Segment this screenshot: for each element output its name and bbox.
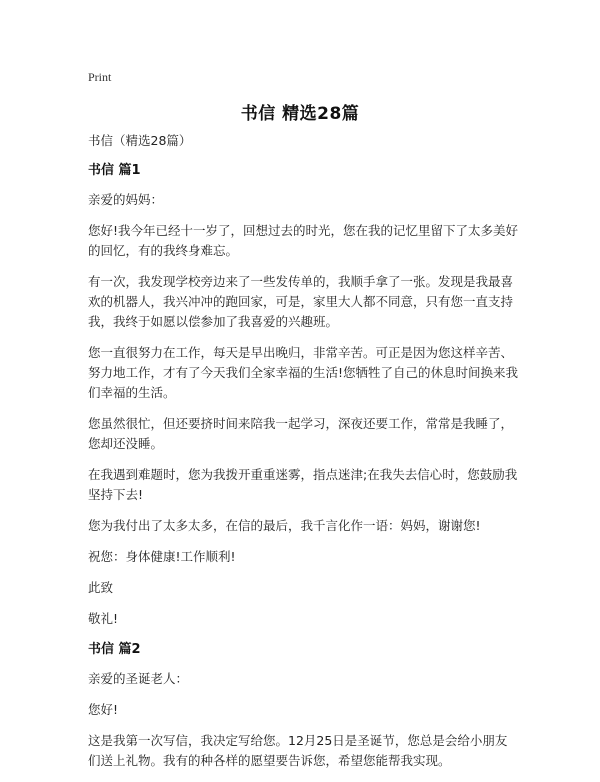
letter-closing: 敬礼!: [88, 611, 119, 626]
document-title: 书信 精选28篇: [240, 104, 360, 124]
letter-paragraph: 这是我第一次写信，我决定写给您。12月25日是圣诞节，您总是会给小朋友们送上礼物。我有的种各样的愿望要告诉您，希望您能帮我实现。: [88, 733, 508, 768]
section-heading: 书信 篇1: [88, 163, 141, 178]
letter-section-1: [88, 161, 518, 629]
letter-paragraph: 有一次，我发现学校旁边来了一些发传单的，我顺手拿了一张。发现是我最喜欢的机器人，我兴冲冲的跑回家，可是，家里大人都不同意，只有您一直支持我，我终于如愿以偿参加了我喜爱的兴趣班。: [88, 274, 514, 329]
letter-salutation: 亲爱的妈妈：: [88, 192, 164, 207]
document-content: [88, 131, 518, 782]
letter-greeting: 您好!: [88, 702, 119, 717]
print-label: Print: [88, 70, 112, 84]
document-subtitle: 书信（精选28篇）: [88, 133, 192, 148]
letter-paragraph: 您好!我今年已经十一岁了，回想过去的时光，您在我的记忆里留下了太多美好的回忆，有的我终身难忘。: [88, 223, 519, 258]
letter-paragraph: 您虽然很忙，但还要挤时间来陪我一起学习，深夜还要工作，常常是我睡了，您却还没睡。: [88, 416, 514, 451]
letter-wishes: 祝您：身体健康!工作顺利!: [88, 549, 236, 564]
letter-section-2: [88, 640, 518, 771]
letter-closing: 此致: [88, 580, 114, 595]
letter-paragraph: 在我遇到难题时，您为我拨开重重迷雾，指点迷津;在我失去信心时，您鼓励我坚持下去!: [88, 467, 518, 502]
section-heading: 书信 篇2: [88, 642, 141, 657]
letter-paragraph: 您一直很努力在工作，每天是早出晚归，非常辛苦。可正是因为您这样辛苦、努力地工作，才有了今天我们全家幸福的生活!您牺牲了自己的休息时间换来我们幸福的生活。: [88, 345, 519, 400]
letter-salutation: 亲爱的圣诞老人：: [88, 671, 189, 686]
letter-paragraph: 您为我付出了太多太多，在信的最后，我千言化作一语：妈妈，谢谢您!: [88, 518, 481, 533]
